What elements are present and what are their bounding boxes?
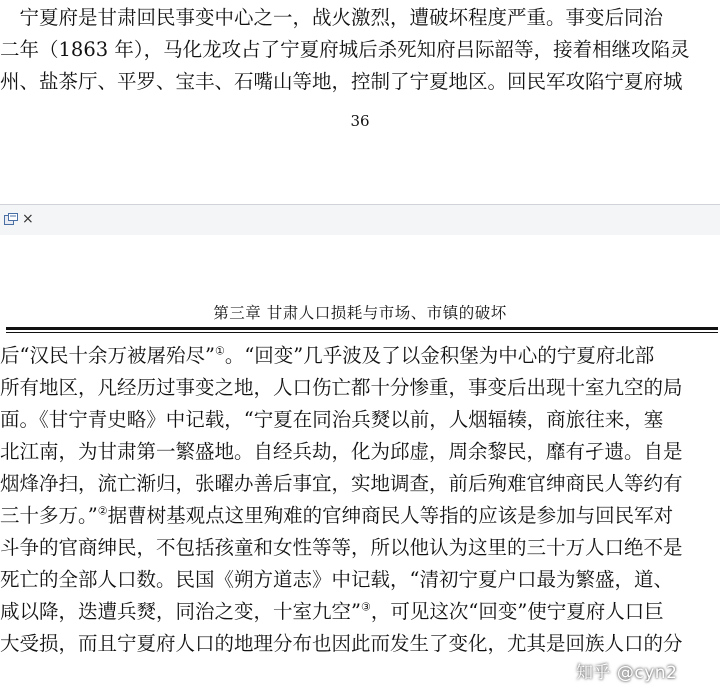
upper-line-2: 二年（1863 年），马化龙攻占了宁夏府城后杀死知府吕际韶等，接着相继攻陷灵 bbox=[0, 38, 690, 61]
header-rule-thick bbox=[6, 327, 718, 330]
lower-line-3: 面。《甘宁青史略》中记载，“宁夏在同治兵燹以前，人烟辐辏，商旅往来，塞 bbox=[0, 408, 664, 431]
upper-line-1: 宁夏府是甘肃回民事变中心之一，战火激烈，遭破坏程度严重。事变后同治 bbox=[0, 6, 664, 29]
chapter-header: 第三章 甘肃人口损耗与市场、市镇的破坏 bbox=[213, 304, 507, 322]
lower-page bbox=[0, 235, 720, 692]
lower-line-2: 所有地区，凡经历过事变之地，人口伤亡都十分惨重，事变后出现十室九空的局 bbox=[0, 376, 683, 399]
page-number: 36 bbox=[350, 112, 370, 130]
lower-line-4: 北江南，为甘肃第一繁盛地。自经兵劫，化为邱虚，周余黎民，靡有孑遗。自是 bbox=[0, 440, 683, 463]
upper-line-3: 州、盐茶厅、平罗、宝丰、石嘴山等地，控制了宁夏地区。回民军攻陷宁夏府城 bbox=[0, 70, 683, 93]
lower-line-9: 咸以降，迭遭兵燹，同治之变，十室九空”③，可见这次“回变”使宁夏府人口巨 bbox=[0, 600, 664, 623]
split-view-icon[interactable] bbox=[4, 213, 18, 226]
lower-line-10: 大受损，而且宁夏府人口的地理分布也因此而发生了变化，尤其是回族人口的分 bbox=[0, 632, 683, 655]
lower-line-1: 后“汉民十余万被屠殆尽”①。“回变”几乎波及了以金积堡为中心的宁夏府北部 bbox=[0, 344, 655, 367]
page-separator-toolbar bbox=[0, 204, 720, 236]
header-rule-thin bbox=[6, 332, 718, 333]
upper-page bbox=[0, 0, 720, 204]
lower-line-8: 死亡的全部人口数。民国《朔方道志》中记载，“清初宁夏户口最为繁盛，道、 bbox=[0, 568, 673, 591]
lower-line-7: 斗争的官商绅民，不包括孩童和女性等等，所以他认为这里的三十万人口绝不是 bbox=[0, 536, 683, 559]
lower-line-6: 三十多万。”②据曹树基观点这里殉难的官绅商民人等指的应该是参加与回民军对 bbox=[0, 504, 674, 527]
watermark: 知乎 @cyn2 bbox=[576, 663, 678, 683]
close-icon[interactable]: × bbox=[22, 211, 34, 227]
lower-line-5: 烟烽净扫，流亡渐归，张曜办善后事宜，实地调查，前后殉难官绅商民人等约有 bbox=[0, 472, 683, 495]
